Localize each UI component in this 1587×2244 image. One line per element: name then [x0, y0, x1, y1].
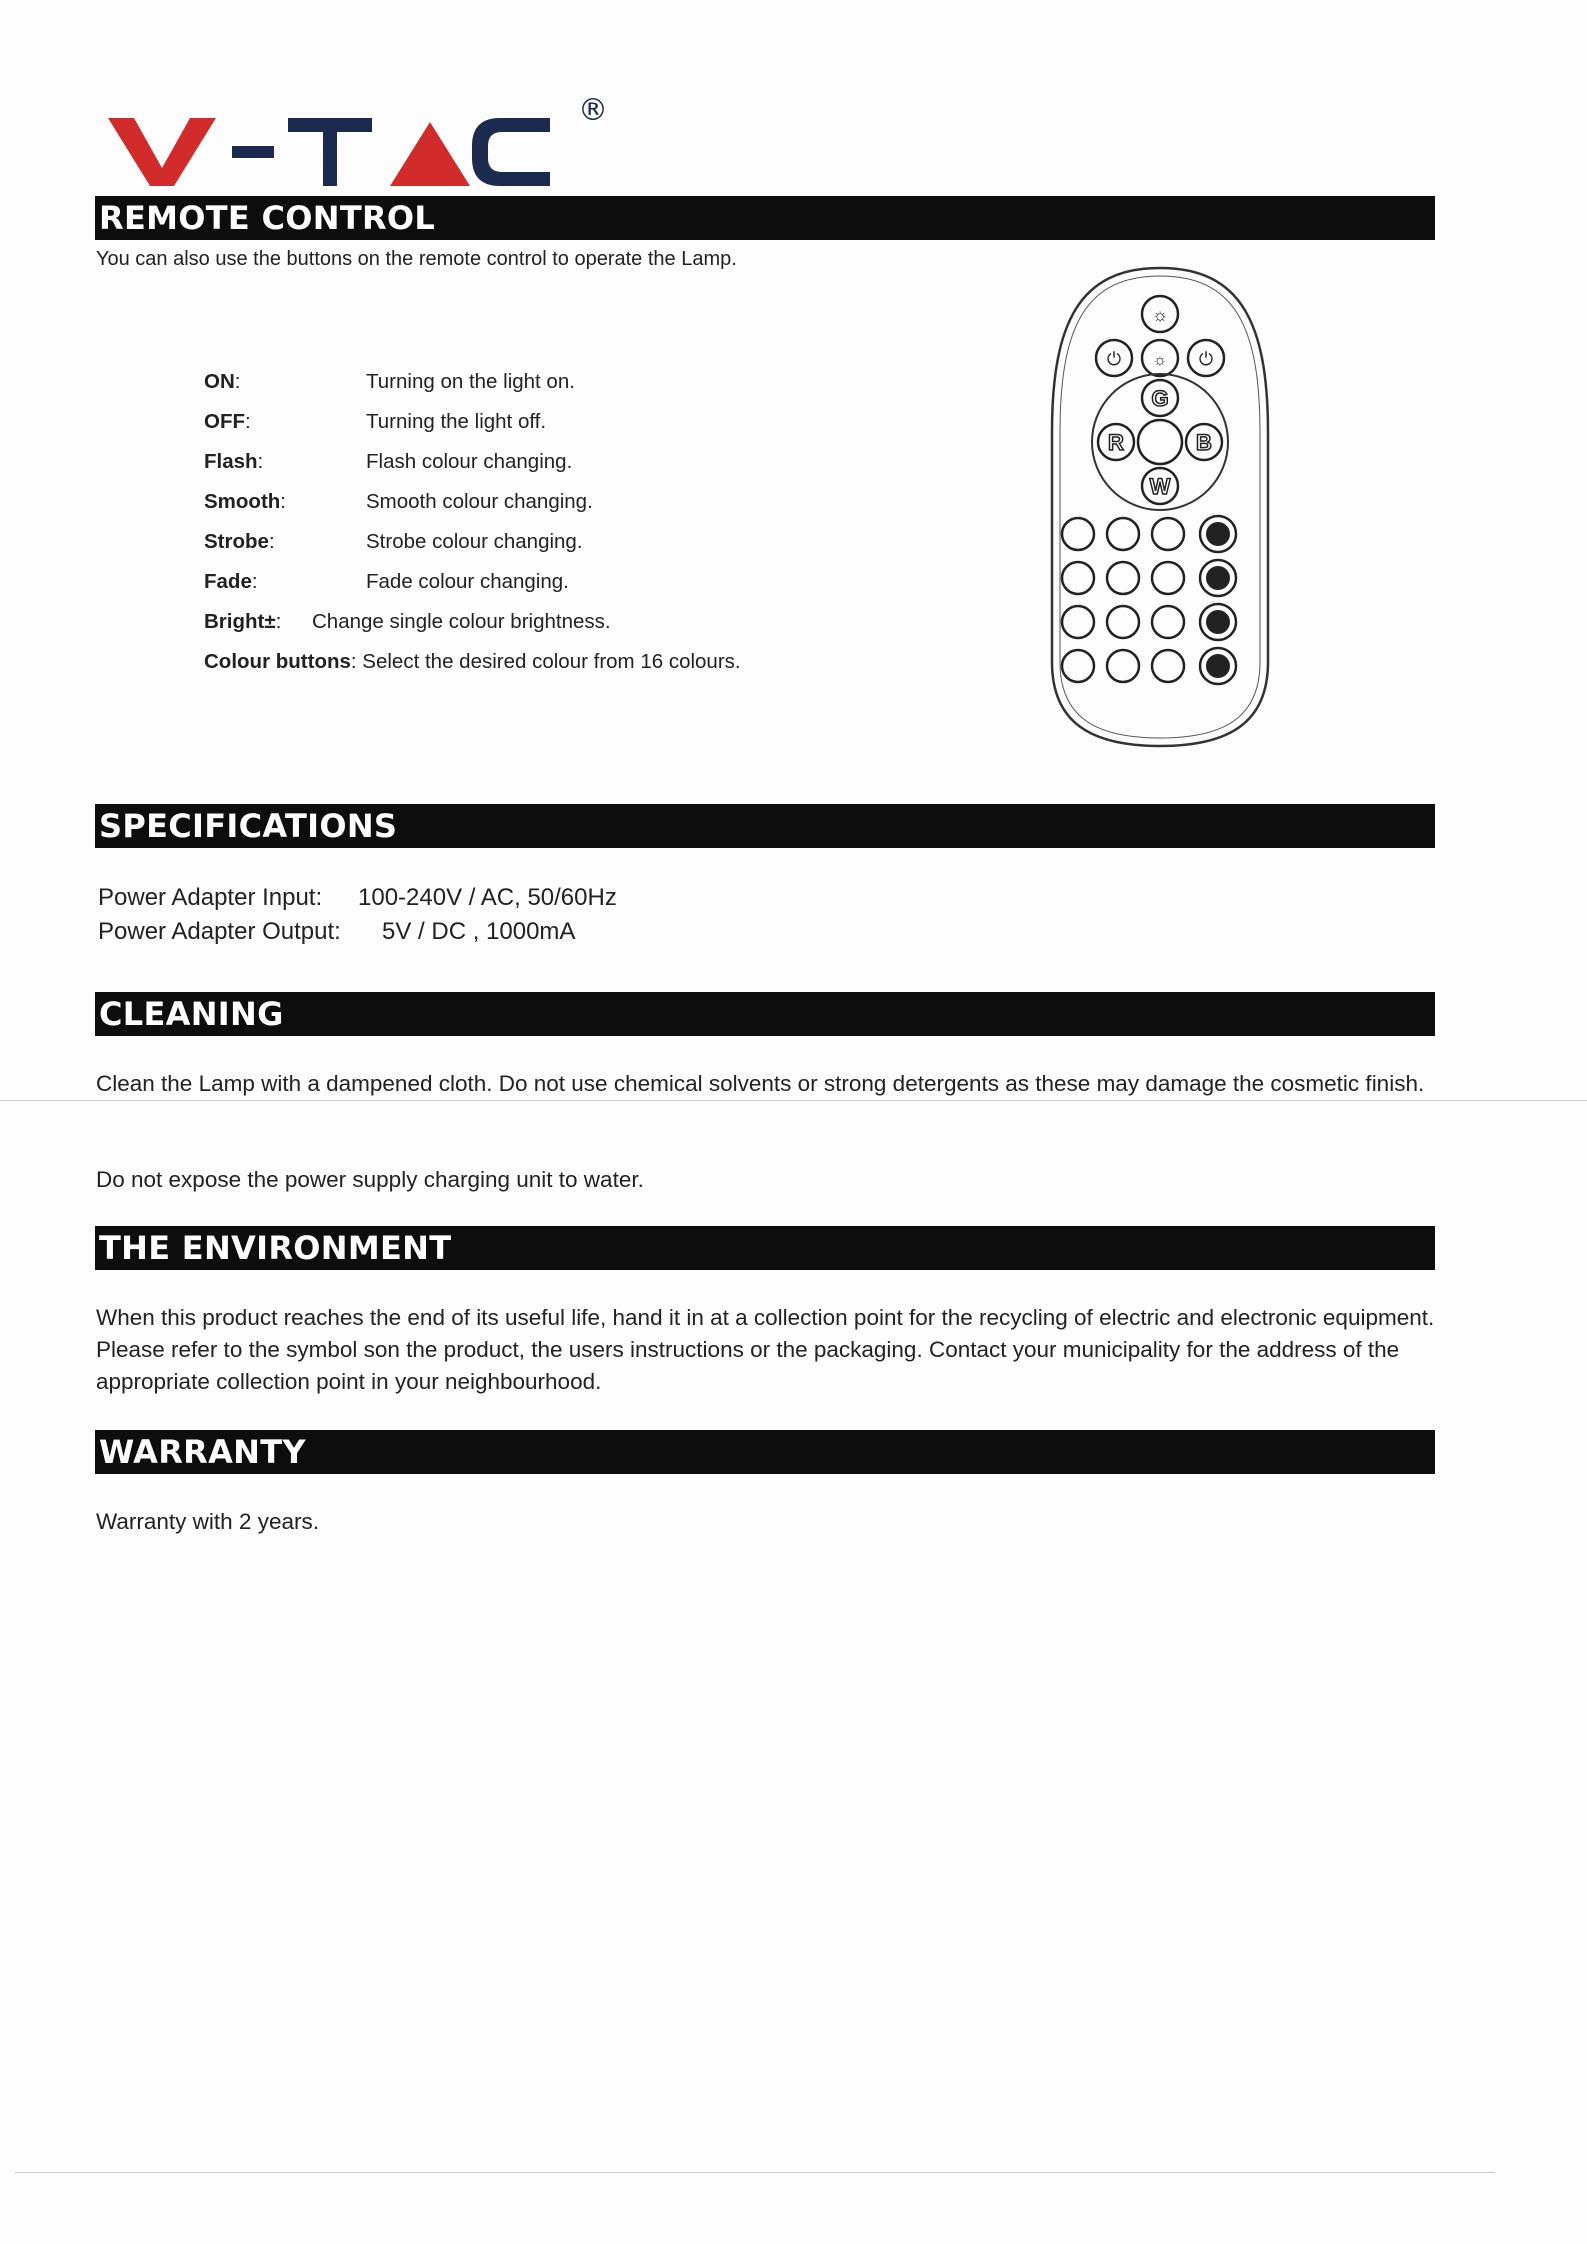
power-input-label: Power Adapter Input: [98, 884, 323, 911]
power-input-value: 100-240V / AC, 50/60Hz [358, 884, 617, 911]
on-icon [1188, 340, 1224, 376]
svg-text:R: R [1108, 430, 1124, 455]
cleaning-heading: CLEANING [95, 992, 1435, 1036]
vtac-logo [100, 88, 620, 188]
function-term: Strobe: [204, 530, 275, 553]
center-button [1138, 420, 1182, 464]
function-term: OFF: [204, 410, 251, 433]
svg-text:W: W [1149, 474, 1171, 499]
specifications-heading: SPECIFICATIONS [95, 804, 1435, 848]
fold-line [0, 1100, 1587, 1101]
function-desc: Change single colour brightness. [312, 610, 611, 633]
warranty-heading: WARRANTY [95, 1430, 1435, 1474]
function-row [204, 370, 575, 394]
function-row [204, 490, 593, 514]
function-term: Bright±: [204, 610, 282, 633]
function-desc: Strobe colour changing. [366, 530, 583, 553]
bottom-divider [15, 2172, 1495, 2173]
w-button [1142, 468, 1178, 504]
warranty-text: Warranty with 2 years. [96, 1509, 319, 1534]
mode-buttons [1200, 516, 1236, 684]
power-output-value: 5V / DC , 1000mA [382, 918, 576, 945]
remote-control-heading: REMOTE CONTROL [95, 196, 1435, 240]
power-output-label: Power Adapter Output: [98, 918, 341, 945]
function-row [204, 570, 569, 594]
function-row [204, 610, 611, 634]
function-row [204, 450, 573, 474]
environment-heading: THE ENVIRONMENT [95, 1226, 1435, 1270]
colour-buttons-grid [1062, 518, 1184, 682]
cleaning-water-warning: Do not expose the power supply charging unit to water. [96, 1167, 644, 1192]
off-icon [1096, 340, 1132, 376]
function-term: Colour buttons: [204, 650, 357, 673]
svg-text:☼: ☼ [1151, 305, 1169, 325]
function-term: Flash: [204, 450, 264, 473]
function-desc: Select the desired colour from 16 colours. [362, 650, 741, 673]
svg-text:⏻: ⏻ [1198, 349, 1214, 369]
b-button [1186, 424, 1222, 460]
brightness-down-icon [1142, 340, 1178, 376]
function-row [204, 410, 547, 434]
svg-text:☼: ☼ [1152, 352, 1168, 369]
remote-control-illustration [1040, 262, 1280, 752]
registered-mark: ® [578, 93, 608, 128]
function-term: Smooth: [204, 490, 286, 513]
function-desc: Turning the light off. [366, 410, 547, 433]
svg-text:B: B [1196, 430, 1212, 455]
svg-text:G: G [1151, 386, 1169, 411]
brightness-up-icon [1142, 296, 1178, 332]
svg-text:⏻: ⏻ [1106, 349, 1122, 369]
function-desc: Flash colour changing. [366, 450, 573, 473]
function-term: ON: [204, 370, 241, 393]
remote-control-intro: You can also use the buttons on the remote control to operate the Lamp. [96, 248, 737, 270]
function-desc: Turning on the light on. [366, 370, 575, 393]
environment-paragraph: When this product reaches the end of its useful life, hand it in at a collection point for the recycling of electric and electronic equipment. Please refer to the symbol son the product, the users instructions or the packaging. Contact your municipality for the address of the appropriate collection point in your neighbourhood. [96, 1305, 1435, 1394]
g-button [1142, 380, 1178, 416]
function-row [204, 650, 741, 674]
function-term: Fade: [204, 570, 258, 593]
cleaning-paragraph: Clean the Lamp with a dampened cloth. Do not use chemical solvents or strong detergents as these may damage the cosmetic finish. [96, 1071, 1425, 1096]
r-button [1098, 424, 1134, 460]
function-desc: Fade colour changing. [366, 570, 569, 593]
function-desc: Smooth colour changing. [366, 490, 593, 513]
function-row [204, 530, 583, 554]
